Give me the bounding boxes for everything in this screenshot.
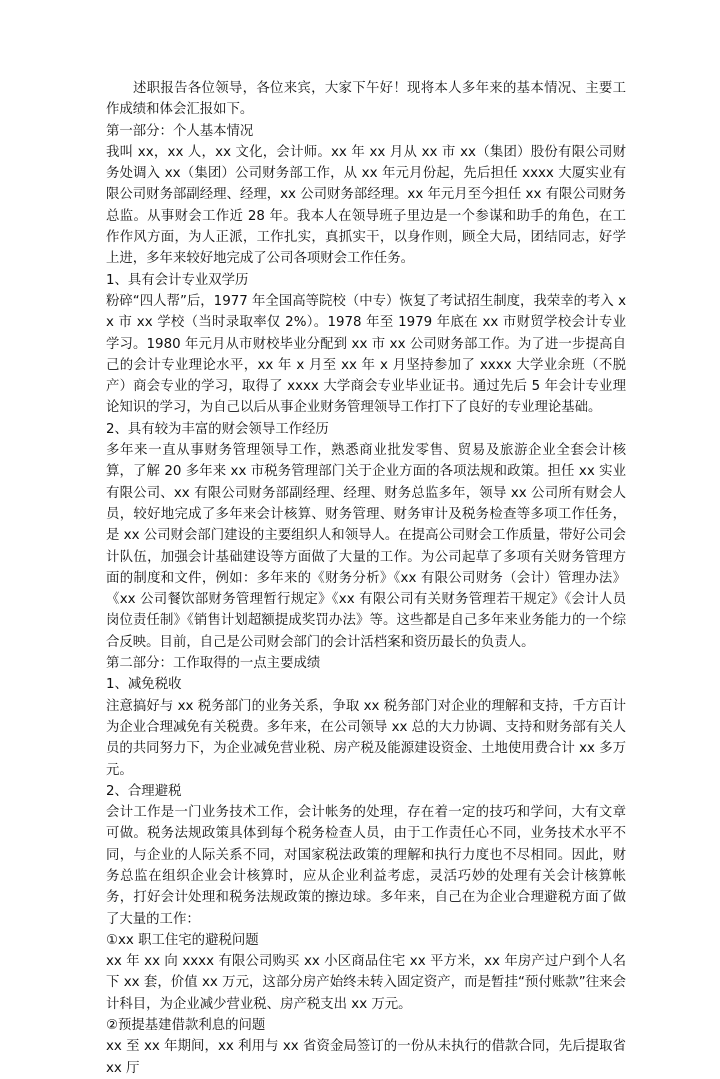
item-heading-loan-interest: ②预提基建借款利息的问题 bbox=[106, 1018, 266, 1034]
section-heading-part-one: 第一部分：个人基本情况 bbox=[106, 123, 254, 139]
subheading-tax-reduction: 1、减免税收 bbox=[106, 677, 182, 693]
report-opening-paragraph: 述职报告各位领导，各位来宾，大家下午好！现将本人多年来的基本情况、主要工作成绩和体会汇报如下。 bbox=[106, 81, 626, 118]
body-paragraph-tax-reduction: 注意搞好与 xx 税务部门的业务关系，争取 xx 税务部门对企业的理解和支持，千方百计为企业合理减免有关税费。多年来，在公司领导 xx 总的大力协调、支持和财务部有关人员的共同努力下，为企业减免营业税、房产税及能源建设资金、土地使用费合计 xx 多万元。 bbox=[106, 698, 626, 778]
item-heading-housing: ①xx 职工住宅的避税问题 bbox=[106, 932, 259, 948]
subheading-dual-degree: 1、具有会计专业双学历 bbox=[106, 272, 249, 288]
subheading-tax-avoidance: 2、合理避税 bbox=[106, 783, 182, 799]
body-paragraph-tax-avoidance: 会计工作是一门业务技术工作，会计帐务的处理，存在着一定的技巧和学问，大有文章可做。税务法规政策具体到每个税务检查人员，由于工作责任心不同，业务技术水平不同，与企业的人际关系不同，对国家税法政策的理解和执行力度也不尽相同。因此，财务总监在组织企业会计核算时，应从企业利益考虑，灵活巧妙的处理有关会计核算帐务，打好会计处理和税务法规政策的擦边球。多年来，自己在为企业合理避税方面了做了大量的工作： bbox=[106, 805, 626, 927]
body-paragraph-loan-interest: xx 至 xx 年期间，xx 利用与 xx 省资金局签订的一份从未执行的借款合同，先后提取省 xx 厅 bbox=[106, 1039, 626, 1076]
body-paragraph-experience: 多年来一直从事财务管理领导工作，熟悉商业批发零售、贸易及旅游企业全套会计核算，了解 20 多年来 xx 市税务管理部门关于企业方面的各项法规和政策。担任 xx 实业有限公司、xx 有限公司财务部副经理、经理、财务总监多年，领导 xx 公司所有财会人员，较好地完成了多年来会计核算、财务管理、财务审计及税务检查等多项工作任务，是 xx 公司财会部门建设的主要组织人和领导人。在提高公司财会工作质量，带好公司会计队伍，加强会计基础建设等方面做了大量的工作。为公司起草了多项有关财务管理方面的制度和文件，例如：多年来的《财务分析》《xx 有限公司财务（会计）管理办法》《xx 公司餐饮部财务管理暂行规定》《xx 有限公司有关财务管理若干规定》《会计人员岗位责任制》《销售计划超额提成奖罚办法》等。这些都是自己多年来业务能力的一个综合反映。目前，自己是公司财会部门的会计活档案和资历最长的负责人。 bbox=[106, 443, 626, 650]
subheading-work-experience: 2、具有较为丰富的财会领导工作经历 bbox=[106, 421, 329, 437]
section-heading-part-two: 第二部分：工作取得的一点主要成绩 bbox=[106, 656, 321, 672]
body-paragraph-housing: xx 年 xx 向 xxxx 有限公司购买 xx 小区商品住宅 xx 平方米，xx 年房产过户到个人名下 xx 套，价值 xx 万元，这部分房产始终未转入固定资产，而是暂挂“预付账款”往来会计科目，为企业减少营业税、房产税支出 xx 万元。 bbox=[106, 954, 626, 1012]
body-paragraph-basic-info: 我叫 xx，xx 人，xx 文化，会计师。xx 年 xx 月从 xx 市 xx（集团）股份有限公司财务处调入 xx（集团）公司财务部工作，从 xx 年元月份起，先后担任 xxxx 大厦实业有限公司财务部副经理、经理，xx 公司财务部经理。xx 年元月至今担任 xx 有限公司财务总监。从事财会工作近 28 年。我本人在领导班子里边是一个参谋和助手的角色，在工作作风方面，为人正派，工作扎实，真抓实干，以身作则，顾全大局，团结同志，好学上进，多年来较好地完成了公司各项财会工作任务。 bbox=[106, 144, 626, 267]
document-page bbox=[106, 78, 626, 1079]
body-paragraph-education: 粉碎“四人帮”后，1977 年全国高等院校（中专）恢复了考试招生制度，我荣幸的考入 xx 市 xx 学校（当时录取率仅 2%）。1978 年至 1979 年底在 xx 市财贸学校会计专业学习。1980 年元月从市财校毕业分配到 xx 市 xx 公司财务部工作。为了进一步提高自己的会计专业理论水平，xx 年 x 月至 xx 年 x 月坚持参加了 xxxx 大学业余班（不脱产）商会专业的学习，取得了 xxxx 大学商会专业毕业证书。通过先后 5 年会计专业理论知识的学习，为自己以后从事企业财务管理领导工作打下了良好的专业理论基础。 bbox=[106, 293, 626, 416]
